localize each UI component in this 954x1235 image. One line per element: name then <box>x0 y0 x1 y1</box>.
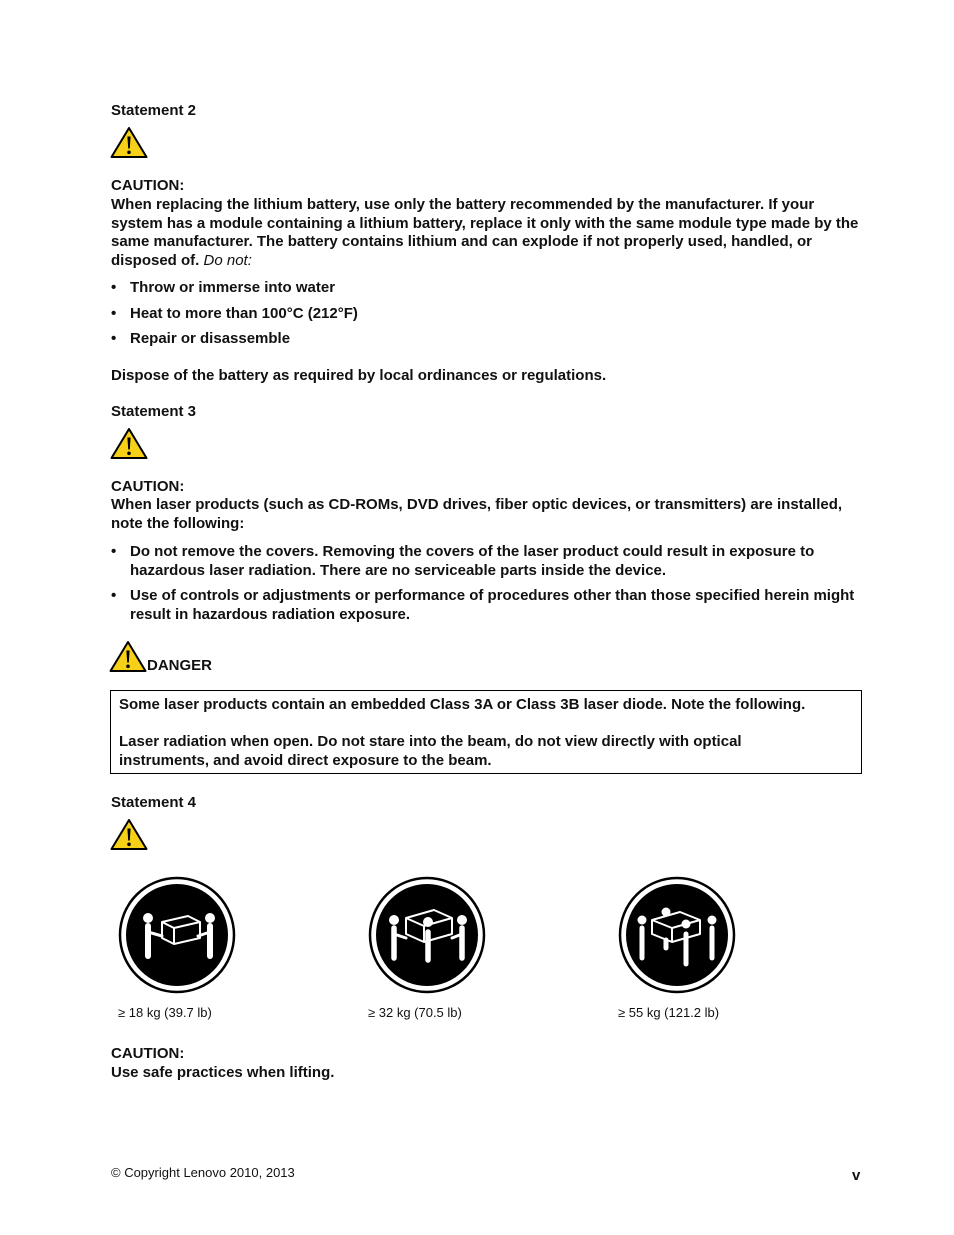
bullet-mark: • <box>111 305 117 322</box>
statement-2-closing: Dispose of the battery as required by local ordinances or regulations. <box>111 367 607 384</box>
warning-triangle-icon <box>110 427 148 460</box>
warning-triangle-icon <box>109 640 147 673</box>
statement-2-heading: Statement 2 <box>111 102 197 119</box>
do-not-label: Do not: <box>203 251 252 269</box>
list-item: Throw or immerse into water <box>130 279 336 296</box>
weight-label: ≥ 55 kg (121.2 lb) <box>618 1005 720 1020</box>
warning-triangle-icon <box>110 126 148 159</box>
weight-label: ≥ 32 kg (70.5 lb) <box>368 1005 462 1020</box>
statement-4-heading: Statement 4 <box>111 794 197 811</box>
lifting-four-people-icon <box>618 876 736 994</box>
list-item: Repair or disassemble <box>130 330 291 347</box>
danger-line: Laser radiation when open. Do not stare into the beam, do not view directly with optical instruments, and avoid direct exposure to the beam. <box>119 733 742 769</box>
bullet-mark: • <box>111 543 117 560</box>
warning-triangle-icon <box>110 818 148 851</box>
statement-4-caution-text: Use safe practices when lifting. <box>111 1064 335 1081</box>
bullet-mark: • <box>111 587 117 604</box>
list-item: Use of controls or adjustments or performance of procedures other than those specified herein might result in hazardous radiation exposure. <box>130 587 855 623</box>
danger-label: DANGER <box>147 657 213 674</box>
danger-line: Some laser products contain an embedded Class 3A or Class 3B laser diode. Note the following. <box>119 696 806 713</box>
statement-3-caution-text: When laser products (such as CD-ROMs, DVD drives, fiber optic devices, or transmitters) are installed, note the following: <box>111 496 843 532</box>
statement-2-caution-label: CAUTION: <box>111 177 185 194</box>
caution-text: When replacing the lithium battery, use only the battery recommended by the manufacturer. If your system has a module containing a lithium battery, replace it only with the same module type made by the same manufacturer. The battery contains lithium and can explode if not properly used, handled, or disposed of. <box>111 196 859 269</box>
list-item: Heat to more than 100°C (212°F) <box>130 305 358 322</box>
statement-4-caution-label: CAUTION: <box>111 1045 185 1062</box>
weight-label: ≥ 18 kg (39.7 lb) <box>118 1005 212 1020</box>
list-item: Do not remove the covers. Removing the covers of the laser product could result in exposure to hazardous laser radiation. There are no serviceable parts inside the device. <box>130 543 815 579</box>
bullet-mark: • <box>111 279 117 296</box>
copyright-notice: © Copyright Lenovo 2010, 2013 <box>111 1165 295 1180</box>
statement-3-caution-label: CAUTION: <box>111 478 185 495</box>
danger-notice-box <box>110 690 862 774</box>
statement-3-heading: Statement 3 <box>111 403 197 420</box>
lifting-three-people-icon <box>368 876 486 994</box>
statement-2-caution-text <box>111 196 866 270</box>
lifting-two-people-icon <box>118 876 236 994</box>
bullet-mark: • <box>111 330 117 347</box>
page-number: v <box>852 1167 861 1184</box>
